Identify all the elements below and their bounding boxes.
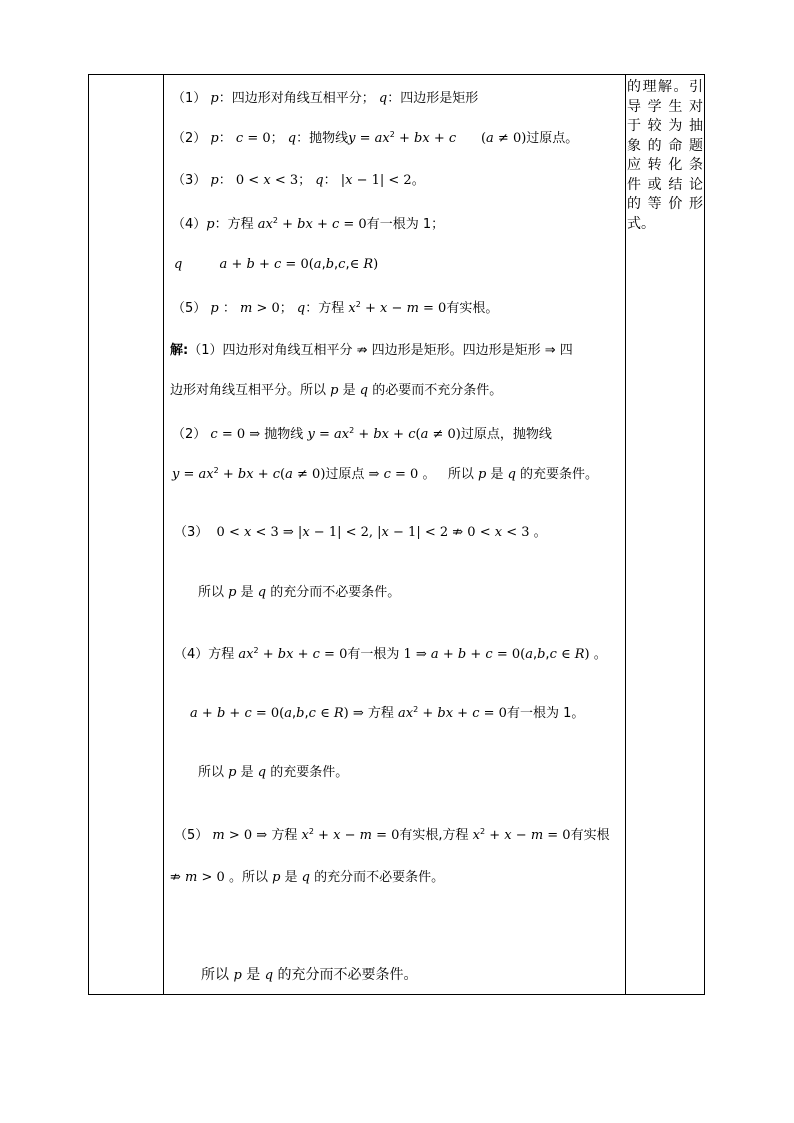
solution-4b: a + b + c = 0(a,b,c ∈ R) ⇒ 方程 $ax^2$ + bx + c = 0有一根为 1。 [190,705,585,721]
note-line: 象的命题 [627,137,703,154]
solution-4a: （4）方程 $ax^2$ + bx + c = 0有一根为 1 ⇒ a + b + c = 0(a,b,c ∈ R) 。 [174,646,607,662]
solution-1b: 边形对角线互相平分。所以 p 是 q 的必要而不充分条件。 [170,383,503,398]
note-line: 式。 [627,215,655,232]
column-divider-right [625,75,626,994]
solution-3-conclusion: 所以 p 是 q 的充分而不必要条件。 [198,585,401,600]
column-divider-left [163,75,164,994]
note-line: 的等价形 [627,196,703,212]
teaching-notes [627,78,703,234]
note-line: 应转化条 [627,157,703,173]
solution-1a: 解:（1）四边形对角线互相平分 ⇏ 四边形是矩形。四边形是矩形 ⇒ 四 [170,343,573,358]
problem-5: （5） p ： m > 0； q：方程 $x^2 + x - m = 0$有实根。 [172,300,499,316]
problem-4: （4）p：方程 $ax^2$ + bx + c = 0有一根为 1； [172,216,445,232]
problem-2: （2） p： c = 0； q：抛物线$y = ax^2$ + bx + c (a ≠ 0)过原点。 [172,130,579,146]
problem-3: （3） p： 0 < x < 3； q： |x − 1| < 2。 [172,173,425,188]
solution-4-conclusion: 所以 p 是 q 的充要条件。 [198,765,349,780]
note-line: 于较为抽 [627,118,703,134]
solution-3: （3） 0 < x < 3 ⇒ |x − 1| < 2, |x − 1| < 2 ⇏ 0 < x < 3 。 [174,525,547,540]
problem-4-q: q a + b + c = 0(a,b,c,∈ R) [174,257,379,272]
note-line: 的理解。引 [627,79,703,95]
solution-5a: （5） m > 0 ⇒ 方程 $x^2 + x - m = 0$有实根,方程 $x^2 + x - m = 0$有实根 [174,827,610,843]
solution-5b: ⇏ m > 0 。所以 p 是 q 的充分而不必要条件。 [170,870,445,885]
note-line: 导学生对 [627,98,703,115]
note-line: 件或结论 [627,176,703,193]
solution-2a: （2） c = 0 ⇒ 抛物线 $y = ax^2$ + bx + c(a ≠ 0)过原点，抛物线 [172,426,552,442]
final-conclusion: 所以 p 是 q 的充分而不必要条件。 [201,967,418,983]
solution-2b: $y = ax^2$ + bx + c(a ≠ 0)过原点 ⇒ c = 0 。 所以 p 是 q 的充要条件。 [172,466,599,482]
problem-1: （1） p：四边形对角线互相平分； q：四边形是矩形 [172,91,479,106]
